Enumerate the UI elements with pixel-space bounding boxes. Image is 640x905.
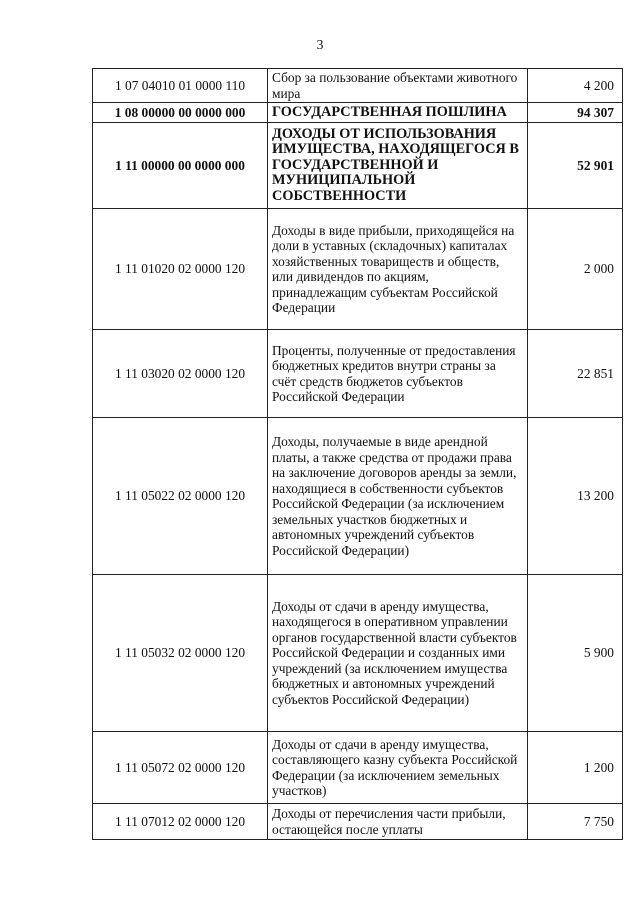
revenue-amount: 13 200 [528,418,623,575]
table-row [93,103,623,123]
revenue-amount: 2 000 [528,209,623,330]
revenue-name: Доходы от сдачи в аренду имущества, находящегося в оперативном управлении органов государственной власти субъектов Российской Федерации и созданных ими учреждений (за исключением имущества бюджетных и автономных учреждений субъектов Российской Федерации) [268,575,528,732]
budget-code: 1 11 01020 02 0000 120 [93,209,268,330]
budget-code: 1 11 05032 02 0000 120 [93,575,268,732]
revenue-amount: 1 200 [528,732,623,804]
budget-code: 1 11 05072 02 0000 120 [93,732,268,804]
revenue-amount: 4 200 [528,69,623,103]
revenue-name: Доходы от перечисления части прибыли, остающейся после уплаты [268,804,528,840]
page-number: 3 [316,38,324,53]
table-row [93,418,623,575]
table-row [93,575,623,732]
revenue-name: Доходы в виде прибыли, приходящейся на доли в уставных (складочных) капиталах хозяйственных товариществ и обществ, или дивидендов по акциям, принадлежащим субъектам Российской Федерации [268,209,528,330]
revenue-amount: 94 307 [528,103,623,123]
revenue-amount: 5 900 [528,575,623,732]
table-row [93,209,623,330]
revenue-name: ДОХОДЫ ОТ ИСПОЛЬЗОВАНИЯ ИМУЩЕСТВА, НАХОДЯЩЕГОСЯ В ГОСУДАРСТВЕННОЙ И МУНИЦИПАЛЬНОЙ СОБСТВЕННОСТИ [268,123,528,209]
table-row [93,732,623,804]
revenue-amount: 7 750 [528,804,623,840]
budget-code: 1 11 03020 02 0000 120 [93,330,268,418]
revenue-table [92,68,623,840]
revenue-amount: 52 901 [528,123,623,209]
table-row [93,123,623,209]
budget-code: 1 11 05022 02 0000 120 [93,418,268,575]
table-row [93,69,623,103]
table-row [93,330,623,418]
revenue-amount: 22 851 [528,330,623,418]
table-row [93,804,623,840]
revenue-name: ГОСУДАРСТВЕННАЯ ПОШЛИНА [268,103,528,123]
budget-code: 1 07 04010 01 0000 110 [93,69,268,103]
revenue-name: Проценты, полученные от предоставления бюджетных кредитов внутри страны за счёт средств бюджетов субъектов Российской Федерации [268,330,528,418]
revenue-name: Сбор за пользование объектами животного мира [268,69,528,103]
revenue-name: Доходы от сдачи в аренду имущества, составляющего казну субъекта Российской Федерации (за исключением земельных участков) [268,732,528,804]
budget-code: 1 11 07012 02 0000 120 [93,804,268,840]
budget-code: 1 08 00000 00 0000 000 [93,103,268,123]
budget-code: 1 11 00000 00 0000 000 [93,123,268,209]
revenue-name: Доходы, получаемые в виде арендной платы, а также средства от продажи права на заключение договоров аренды за земли, находящиеся в собственности субъектов Российской Федерации (за исключением земельных участков бюджетных и автономных учреждений субъектов Российской Федерации) [268,418,528,575]
